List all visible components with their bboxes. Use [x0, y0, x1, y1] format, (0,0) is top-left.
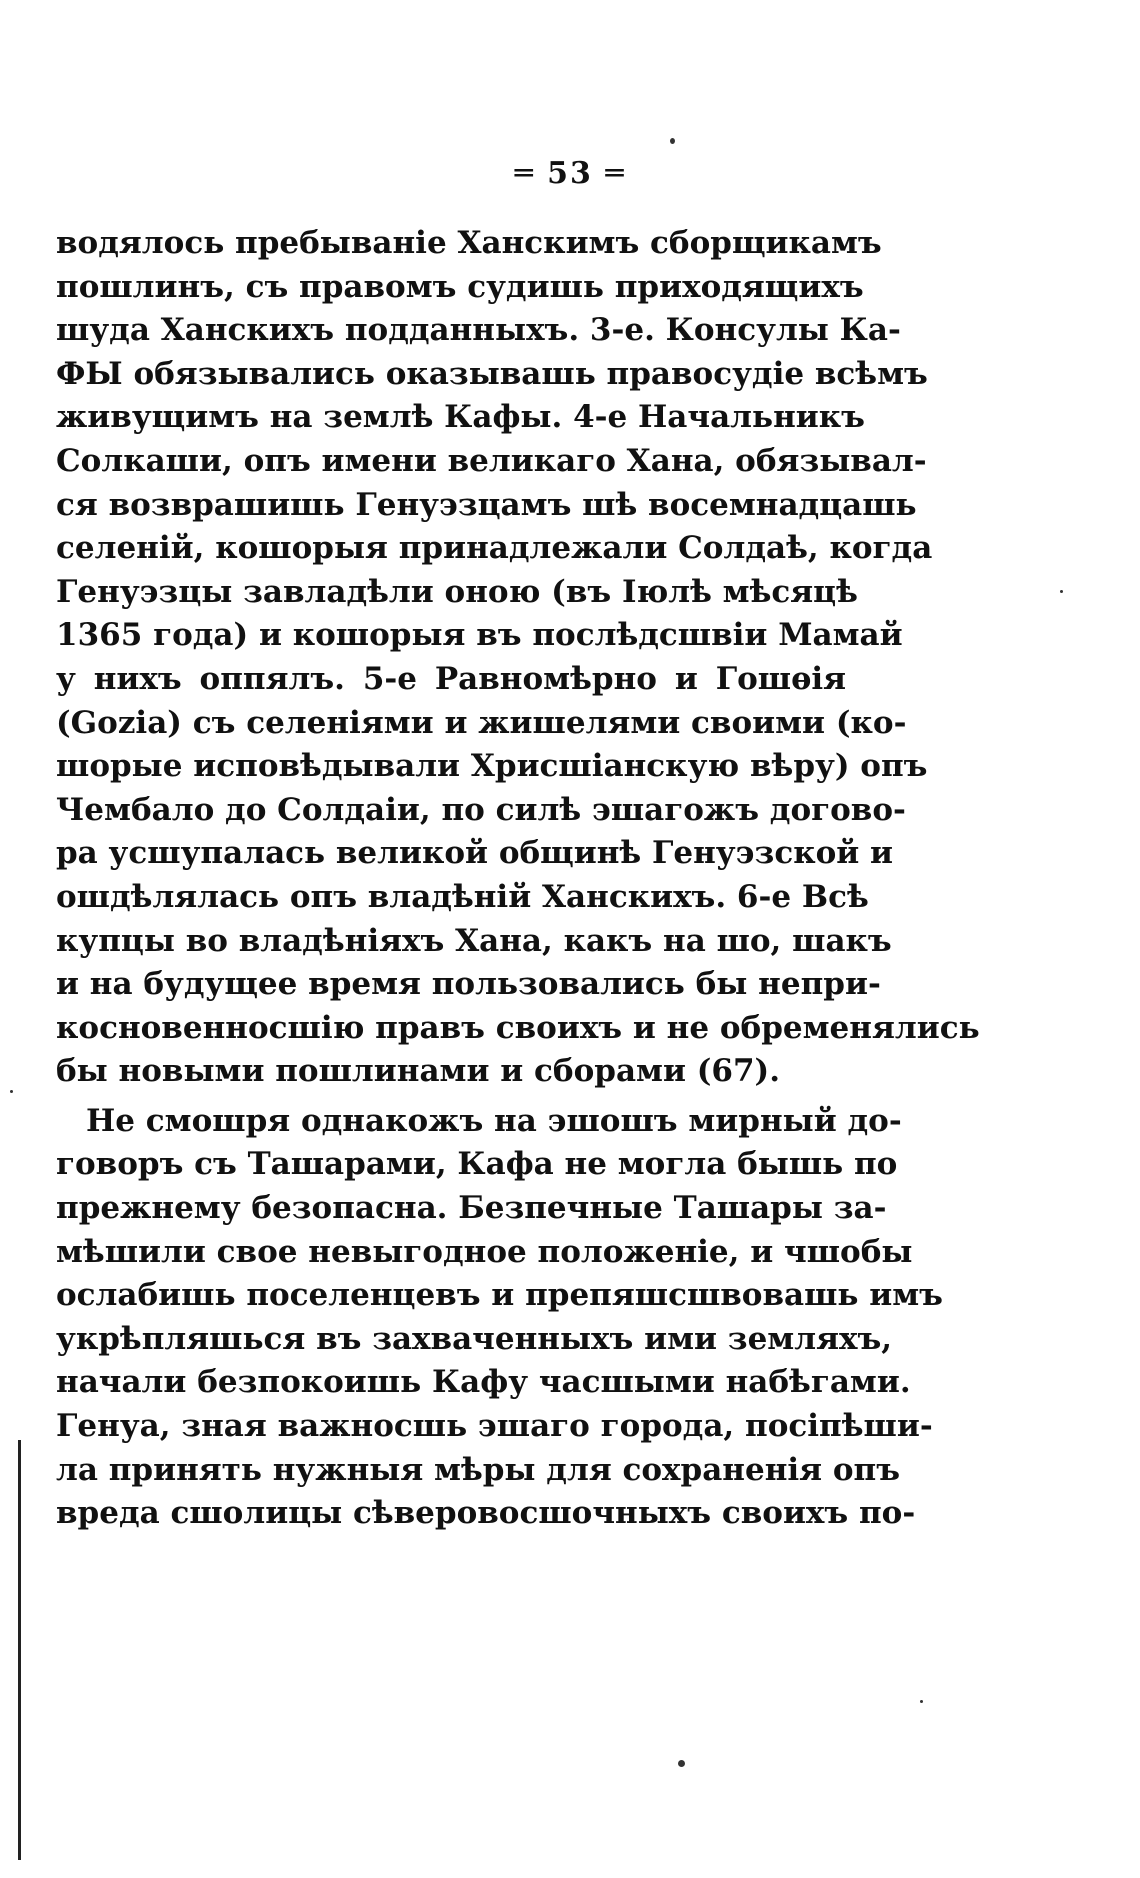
text-line: Генуэзцы завладѣли оною (въ Іюлѣ мѣсяцѣ — [56, 573, 858, 610]
header-ornament-right: ═ — [605, 156, 626, 191]
text-line: шуда Ханскихъ подданныхъ. 3-е. Консулы Ка- — [56, 312, 901, 349]
text-line: Чембало до Солдаіи, по силѣ эшагожъ догово- — [56, 791, 906, 828]
text-line: косновенносшію правъ своихъ и не обременялись — [56, 1009, 980, 1046]
text-line: ослабишь поселенцевъ и препяшсшвовашь имъ — [56, 1277, 943, 1314]
scan-speck — [920, 1700, 923, 1703]
scan-edge-line — [18, 1440, 21, 1860]
text-line: прежнему безопасна. Безпечные Ташары за- — [56, 1190, 887, 1227]
text-line: живущимъ на землѣ Кафы. 4-е Начальникъ — [56, 399, 865, 436]
page-number: 53 — [547, 156, 593, 191]
text-line: начали безпокоишь Кафу часшыми набѣгами. — [56, 1364, 911, 1401]
text-line: ФЫ обязывались оказывашь правосудіе всѣмъ — [56, 355, 928, 392]
text-line: Не смошря однакожъ на эшошъ мирный до- — [86, 1102, 902, 1139]
text-line: у нихъ оппялъ. 5-е Равномѣрно и Гошѳія — [56, 660, 846, 697]
text-line: (Gozia) съ селеніями и жишелями своими (ко- — [56, 704, 907, 741]
header-ornament-left: ═ — [514, 156, 535, 191]
text-line: ра усшупалась великой общинѣ Генуэзской и — [56, 835, 894, 872]
scan-speck — [1060, 590, 1063, 593]
text-line: и на будущее время пользовались бы непри- — [56, 966, 881, 1003]
body-text — [56, 222, 980, 1536]
scan-speck — [670, 138, 675, 144]
text-line: 1365 года) и кошорыя въ послѣдсшвіи Мамай — [56, 617, 903, 654]
text-line: пошлинъ, съ правомъ судишь приходящихъ — [56, 268, 864, 305]
text-line: ла принять нужныя мѣры для сохраненія опъ — [56, 1451, 901, 1488]
paragraph-1 — [56, 222, 980, 1094]
page-header — [0, 156, 1140, 192]
text-line: селеній, кошорыя принадлежали Солдаѣ, когда — [56, 530, 933, 567]
scan-speck — [10, 1090, 13, 1093]
text-line: говоръ съ Ташарами, Кафа не могла бышь по — [56, 1146, 898, 1183]
paragraph-2 — [56, 1100, 943, 1536]
text-line: ошдѣлялась опъ владѣній Ханскихъ. 6-е Всѣ — [56, 878, 869, 915]
text-line: шорые исповѣдывали Хрисшіанскую вѣру) опъ — [56, 748, 928, 785]
text-line: вреда сшолицы сѣверовосшочныхъ своихъ по- — [56, 1495, 916, 1532]
text-line: ся возврашишь Генуэзцамъ шѣ восемнадцашь — [56, 486, 917, 523]
scan-speck — [678, 1760, 685, 1767]
text-line: мѣшили свое невыгодное положеніе, и чшобы — [56, 1233, 913, 1270]
text-line: Солкаши, опъ имени великаго Хана, обязывал- — [56, 442, 927, 479]
text-line: укрѣпляшься въ захваченныхъ ими земляхъ, — [56, 1320, 893, 1357]
text-line: купцы во владѣніяхъ Хана, какъ на шо, шакъ — [56, 922, 892, 959]
text-line: водялось пребываніе Ханскимъ сборщикамъ — [56, 225, 882, 261]
text-line: Генуа, зная важносшь эшаго города, посіпѣши- — [56, 1408, 933, 1445]
text-line: бы новыми пошлинами и сборами (67). — [56, 1053, 781, 1090]
